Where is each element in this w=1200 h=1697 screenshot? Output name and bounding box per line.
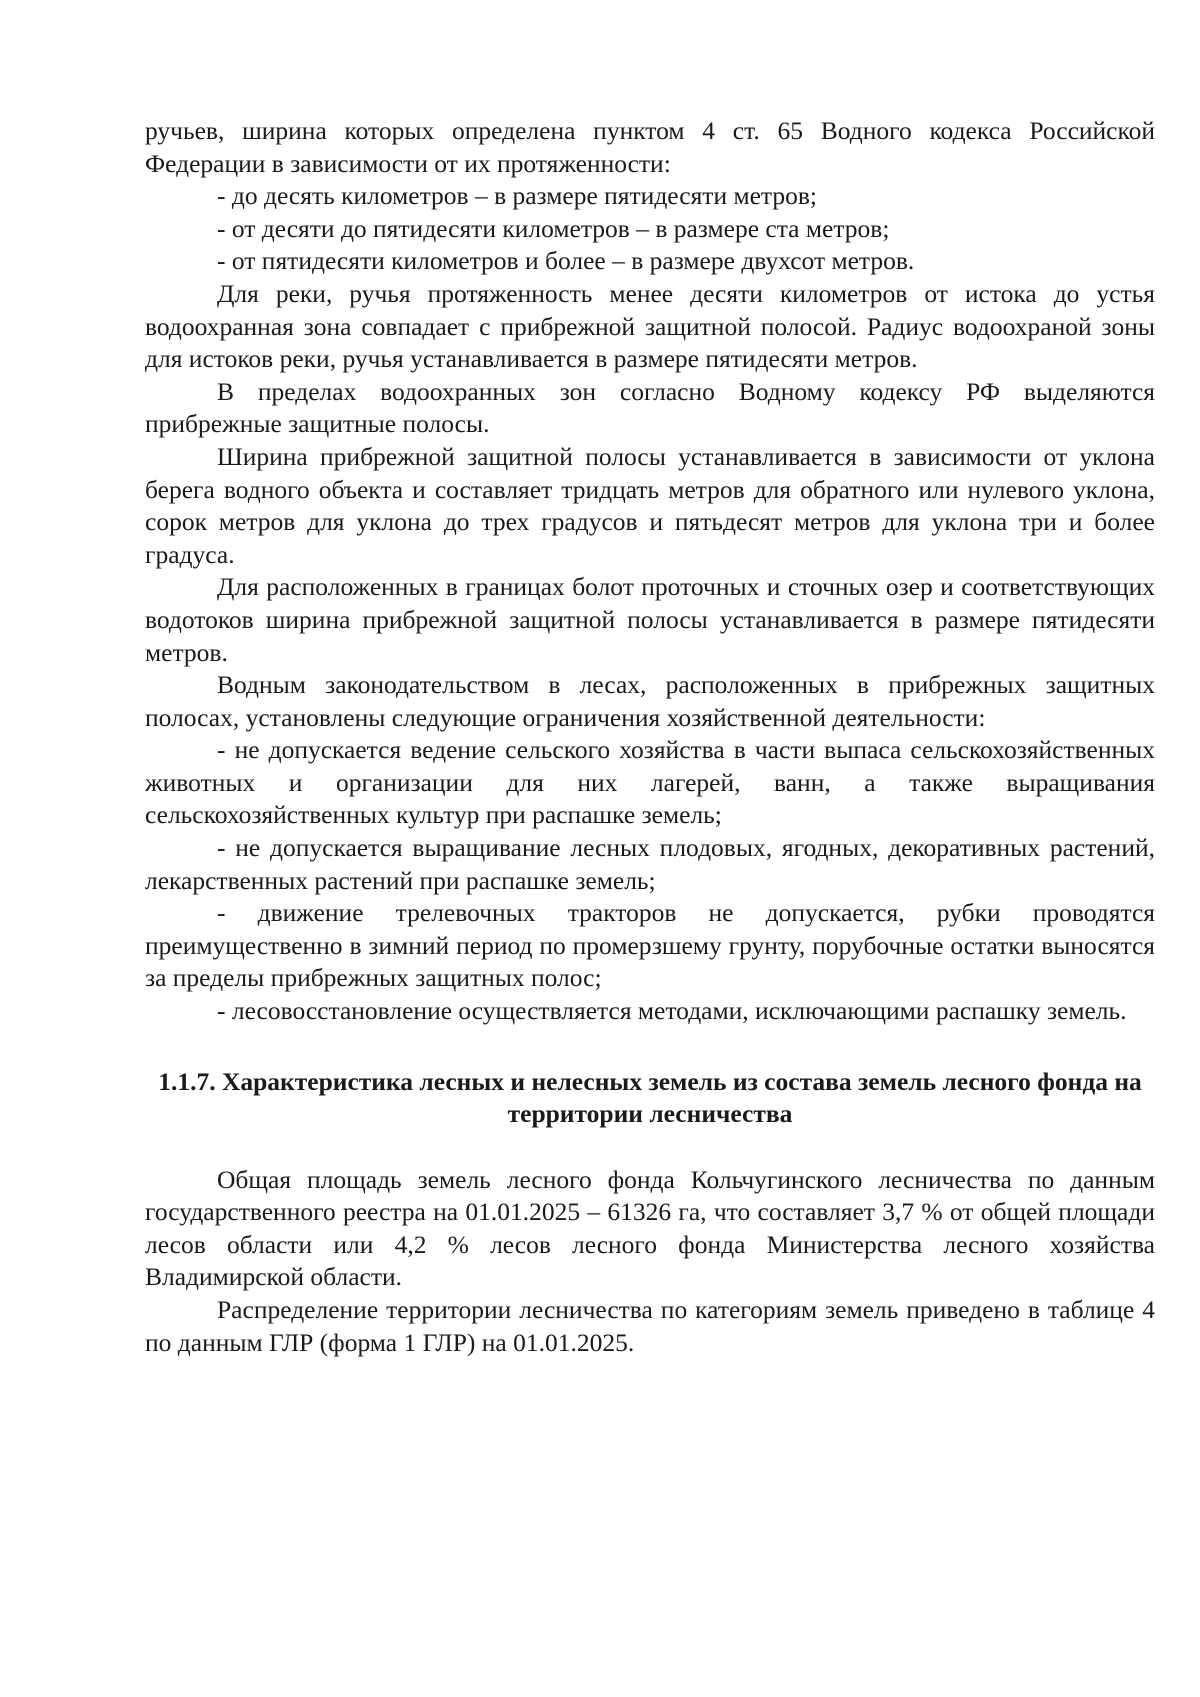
list-item-ten-to-fifty-km: - от десяти до пятидесяти километров – в размере ста метров;: [217, 213, 890, 243]
paragraph-total-area: Общая площадь земель лесного фонда Кольчугинского лесничества по данным государственного реестра на 01.01.2025 – 61326 га, что составляет 3,7 % от общей площади лесов области или 4,2 % лесов лесного фонда Министерства лесного хозяйства Владимирской области.: [145, 1164, 1155, 1292]
section-heading: 1.1.7. Характеристика лесных и нелесных земель из состава земель лесного фонда на территории лесничества: [158, 1066, 1142, 1128]
list-item-fifty-km-and-more: - от пятидесяти километров и более – в размере двухсот метров.: [217, 246, 915, 276]
paragraph-protective-strips: В пределах водоохранных зон согласно Водному кодексу РФ выделяются прибрежные защитные полосы.: [145, 376, 1155, 439]
paragraph-swamp-lakes: Для расположенных в границах болот проточных и сточных озер и соответствующих водотоков ширина прибрежной защитной полосы устанавливается в размере пятидесяти метров.: [145, 572, 1155, 667]
restriction-item-reforestation: - лесовосстановление осуществляется методами, исключающими распашку земель.: [217, 996, 1127, 1026]
paragraph-short-rivers: Для реки, ручья протяженность менее десяти километров от истока до устья водоохранная зона совпадает с прибрежной защитной полосой. Радиус водоохраной зоны для истоков реки, ручья устанавливается в размере пятидесяти метров.: [145, 278, 1155, 374]
paragraph-distribution: Распределение территории лесничества по категориям земель приведено в таблице 4 по данным ГЛР (форма 1 ГЛР) на 01.01.2025.: [145, 1295, 1155, 1357]
restriction-item-agriculture: - не допускается ведение сельского хозяйства в части выпаса сельскохозяйственных животных и организации для них лагерей, ванн, а также выращивания сельскохозяйственных культур при распашке земель;: [145, 735, 1155, 830]
paragraph-restrictions-intro: Водным законодательством в лесах, расположенных в прибрежных защитных полосах, установлены следующие ограничения хозяйственной деятельности:: [145, 670, 1155, 732]
paragraph-strip-width: Ширина прибрежной защитной полосы устанавливается в зависимости от уклона берега водного объекта и составляет тридцать метров для обратного или нулевого уклона, сорок метров для уклона до трех градусов и пятьдесят метров для уклона три и более градуса.: [145, 441, 1155, 569]
document-page: [145, 115, 1155, 1359]
list-item-up-to-ten-km: - до десять километров – в размере пятидесяти метров;: [217, 181, 817, 211]
heading-spacer: [145, 1130, 1155, 1164]
restriction-item-tractors: - движение трелевочных тракторов не допускается, рубки проводятся преимущественно в зимний период по промерзшему грунту, порубочные остатки выносятся за пределы прибрежных защитных полос;: [145, 898, 1155, 993]
paragraph-continuation: ручьев, ширина которых определена пунктом 4 ст. 65 Водного кодекса Российской Федерации в зависимости от их протяженности:: [145, 116, 1155, 178]
restriction-item-plants: - не допускается выращивание лесных плодовых, ягодных, декоративных растений, лекарственных растений при распашке земель;: [145, 833, 1155, 895]
